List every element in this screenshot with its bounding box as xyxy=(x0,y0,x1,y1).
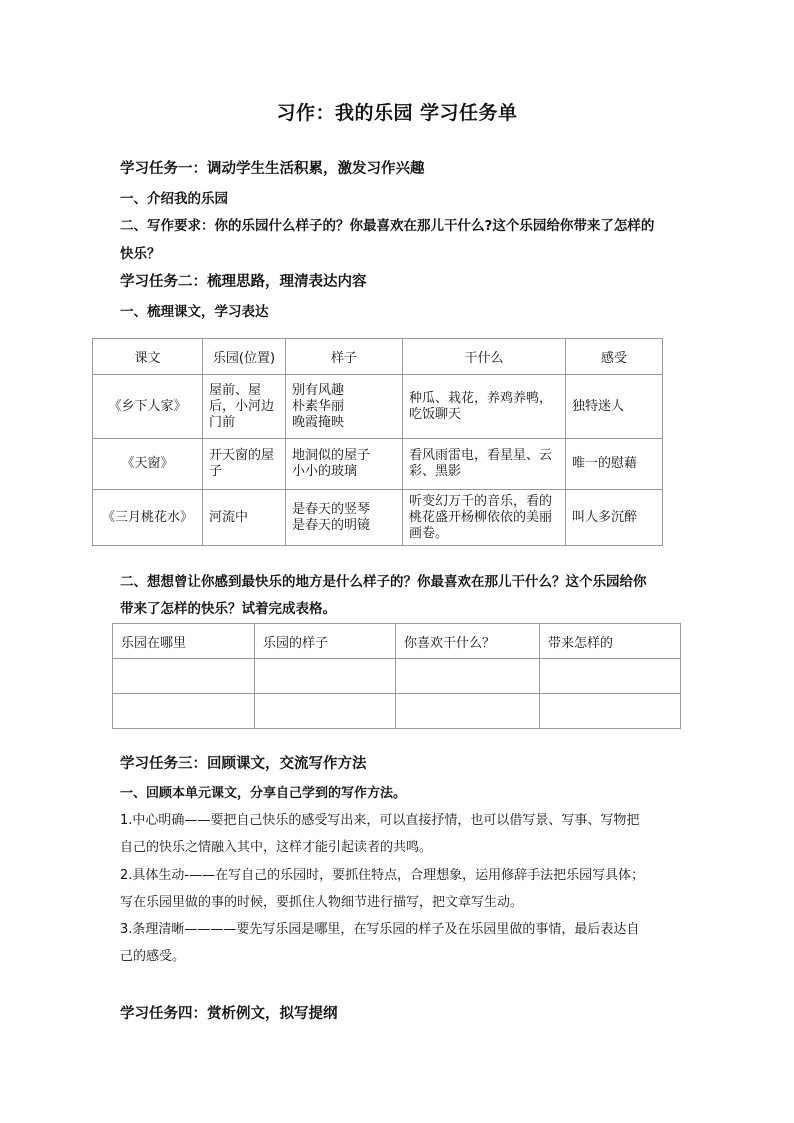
look-line: 晚霞掩映 xyxy=(292,414,345,430)
header-cell: 带来怎样的 xyxy=(540,624,681,659)
header-cell: 感受 xyxy=(566,339,663,375)
blank-cell[interactable] xyxy=(540,659,681,694)
task3-p1-line1: 1.中心明确——要把自己快乐的感受写出来，可以直接抒情，也可以借写景、写事、写物把 xyxy=(120,813,640,828)
page-title: 习作：我的乐园 学习任务单 xyxy=(276,102,518,124)
blank-cell[interactable] xyxy=(255,694,396,729)
table-header-row xyxy=(113,624,681,659)
look-cell xyxy=(286,439,403,490)
task3-p3-line2: 己的感受。 xyxy=(120,949,186,964)
activity-cell: 种瓜、栽花，养鸡养鸭，吃饭聊天 xyxy=(403,375,566,439)
task1-item2-line1: 二、写作要求：你的乐园什么样子的？你最喜欢在那儿干什么?这个乐园给你带来了怎样的 xyxy=(120,218,655,234)
task3-p3-line1: 3.条理清晰————要先写乐园是哪里，在写乐园的样子及在乐园里做的事情，最后表达自 xyxy=(120,922,640,937)
lesson-title-cell: 《三月桃花水》 xyxy=(93,490,203,546)
task3-p2-line1: 2.具体生动-——在写自己的乐园时，要抓住特点，合理想象，运用修辞手法把乐园写具体； xyxy=(120,868,645,883)
task3-p2-line2: 写在乐园里做的事的时候，要抓住人物细节进行描写，把文章写生动。 xyxy=(120,895,524,910)
feeling-cell: 唯一的慰藉 xyxy=(566,439,663,490)
header-cell: 乐园在哪里 xyxy=(113,624,255,659)
lesson-summary-table xyxy=(92,338,663,546)
blank-cell[interactable] xyxy=(396,694,540,729)
header-cell: 乐园的样子 xyxy=(255,624,396,659)
blank-cell[interactable] xyxy=(540,694,681,729)
feeling-cell: 叫人多沉醉 xyxy=(566,490,663,546)
place-cell: 屋前、屋后，小河边门前 xyxy=(203,375,286,439)
table-row xyxy=(93,439,663,490)
blank-cell[interactable] xyxy=(113,694,255,729)
header-cell: 干什么 xyxy=(403,339,566,375)
blank-cell[interactable] xyxy=(396,659,540,694)
activity-cell: 看风雨雷电，看星星、云彩、黑影 xyxy=(403,439,566,490)
look-line: 是春天的明镜 xyxy=(292,517,371,533)
task2-item2-line2: 带来了怎样的快乐？试着完成表格。 xyxy=(120,601,336,617)
place-cell: 河流中 xyxy=(203,490,286,546)
header-cell: 课文 xyxy=(93,339,203,375)
table-header-row xyxy=(93,339,663,375)
task1-heading: 学习任务一：调动学生生活积累，激发习作兴趣 xyxy=(120,160,425,177)
look-line: 朴素华丽 xyxy=(292,398,345,414)
task2-item1: 一、梳理课文，学习表达 xyxy=(120,304,269,320)
header-cell: 你喜欢干什么？ xyxy=(396,624,540,659)
look-line: 小小的玻璃 xyxy=(292,464,358,479)
task3-heading: 学习任务三：回顾课文，交流写作方法 xyxy=(120,755,367,772)
blank-cell[interactable] xyxy=(255,659,396,694)
look-line: 地洞似的屋子 xyxy=(292,448,371,463)
table-row xyxy=(113,694,681,729)
table-row xyxy=(113,659,681,694)
lesson-title-cell: 《乡下人家》 xyxy=(93,375,203,439)
table-row xyxy=(93,375,663,439)
look-cell xyxy=(286,375,403,439)
header-cell: 乐园(位置) xyxy=(203,339,286,375)
blank-cell[interactable] xyxy=(113,659,255,694)
lesson-title-cell: 《天窗》 xyxy=(93,439,203,490)
task3-item1: 一、回顾本单元课文，分享自己学到的写作方法。 xyxy=(120,786,407,801)
place-cell: 开天窗的屋子 xyxy=(203,439,286,490)
look-cell xyxy=(286,490,403,546)
activity-cell: 听变幻万千的音乐，看的桃花盛开杨柳依依的美丽画卷。 xyxy=(403,490,566,546)
my-paradise-table xyxy=(112,623,681,729)
task3-p1-line2: 自己的快乐之情融入其中，这样才能引起读者的共鸣。 xyxy=(120,840,433,855)
task1-item1: 一、介绍我的乐园 xyxy=(120,191,228,207)
task1-item2-line2: 快乐？ xyxy=(120,246,161,262)
task2-item2-line1: 二、想想曾让你感到最快乐的地方是什么样子的？你最喜欢在那儿干什么？这个乐园给你 xyxy=(120,574,647,590)
feeling-cell: 独特迷人 xyxy=(566,375,663,439)
task4-heading: 学习任务四：赏析例文，拟写提纲 xyxy=(120,1005,338,1022)
look-line: 别有风趣 xyxy=(292,382,345,398)
header-cell: 样子 xyxy=(286,339,403,375)
look-line: 是春天的竖琴 xyxy=(292,501,371,517)
task2-heading: 学习任务二：梳理思路，理清表达内容 xyxy=(120,273,367,290)
table-row xyxy=(93,490,663,546)
